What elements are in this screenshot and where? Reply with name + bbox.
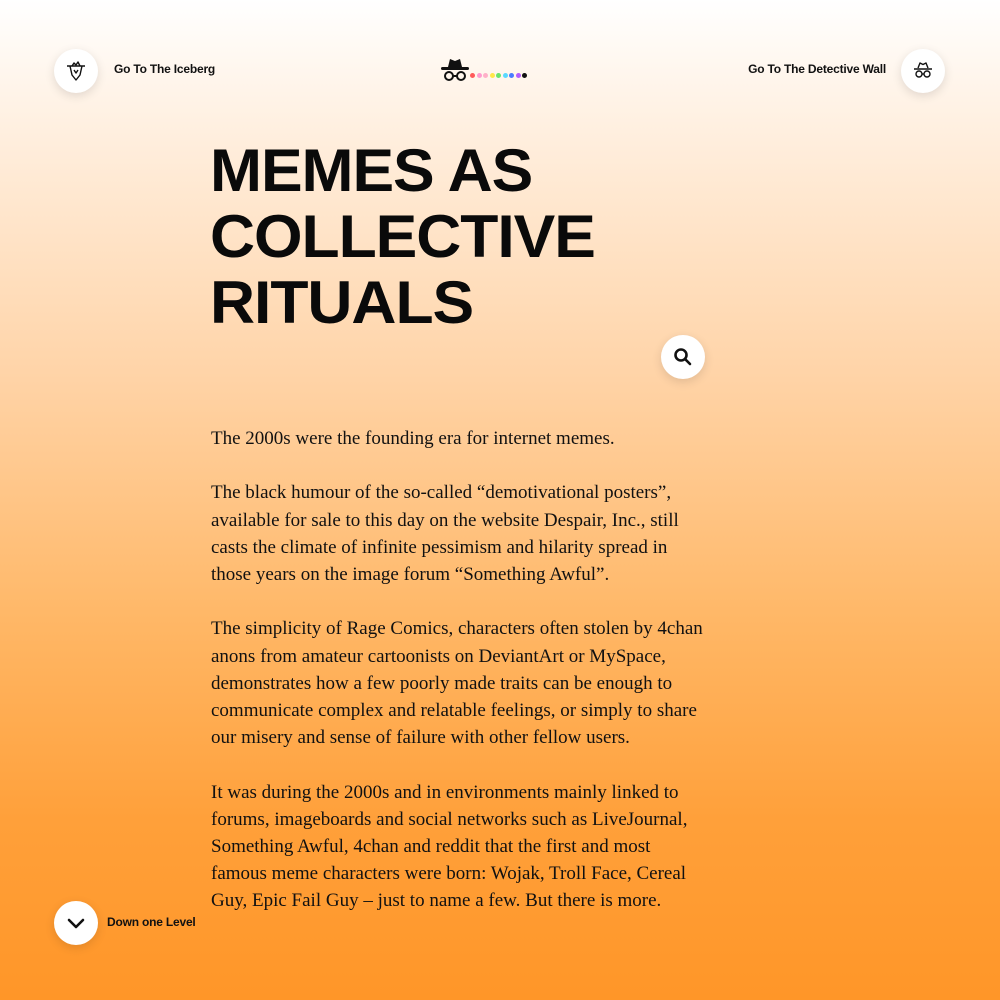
- iceberg-icon: [65, 60, 87, 82]
- logo-dot: [477, 73, 482, 78]
- page-title: [210, 138, 751, 336]
- article-paragraph: The black humour of the so-called “demotivational posters”, available for sale to this day on the website Despair, Inc., still casts the climate of infinite pessimism and hilarity spread in those years on the image forum “Something Awful”.: [211, 482, 679, 585]
- go-to-iceberg-link[interactable]: Go To The Iceberg: [114, 62, 216, 76]
- logo-dot: [470, 73, 475, 78]
- search-icon: [673, 347, 693, 367]
- search-button[interactable]: [661, 335, 705, 379]
- logo-dot: [490, 73, 495, 78]
- title-line: RITUALS: [210, 269, 474, 336]
- logo-color-dots: [470, 73, 527, 78]
- title-line: COLLECTIVE: [210, 203, 595, 270]
- logo-dot: [483, 73, 488, 78]
- title-line: MEMES AS: [210, 137, 533, 204]
- article-paragraph: The simplicity of Rage Comics, characters often stolen by 4chan anons from amateur cartoonists on DeviantArt or MySpace, demonstrates how a few poorly made traits can be enough to communicate complex and relatable feelings, or simply to share our misery and sense of failure with other fellow users.: [211, 618, 703, 749]
- detective-icon: [912, 60, 934, 82]
- down-one-level-link[interactable]: Down one Level: [107, 915, 196, 929]
- article-body: [211, 425, 711, 942]
- go-to-detective-wall-link[interactable]: Go To The Detective Wall: [748, 62, 886, 76]
- down-one-level-button[interactable]: [54, 901, 98, 945]
- go-to-detective-wall-button[interactable]: [901, 49, 945, 93]
- article-paragraph: It was during the 2000s and in environments mainly linked to forums, imageboards and social networks such as LiveJournal, Something Awful, 4chan and reddit that the first and most famous meme characters were born: Wojak, Troll Face, Cereal Guy, Epic Fail Guy – just to name a few. But there is more.: [211, 781, 688, 912]
- chevron-down-icon: [65, 912, 87, 934]
- logo-dot: [509, 73, 514, 78]
- go-to-iceberg-button[interactable]: [54, 49, 98, 93]
- logo-dot: [516, 73, 521, 78]
- detective-icon: [440, 57, 470, 83]
- logo-dot: [503, 73, 508, 78]
- article-paragraph: The 2000s were the founding era for internet memes.: [211, 428, 615, 449]
- site-logo[interactable]: [440, 57, 530, 85]
- logo-dot: [496, 73, 501, 78]
- logo-dot: [522, 73, 527, 78]
